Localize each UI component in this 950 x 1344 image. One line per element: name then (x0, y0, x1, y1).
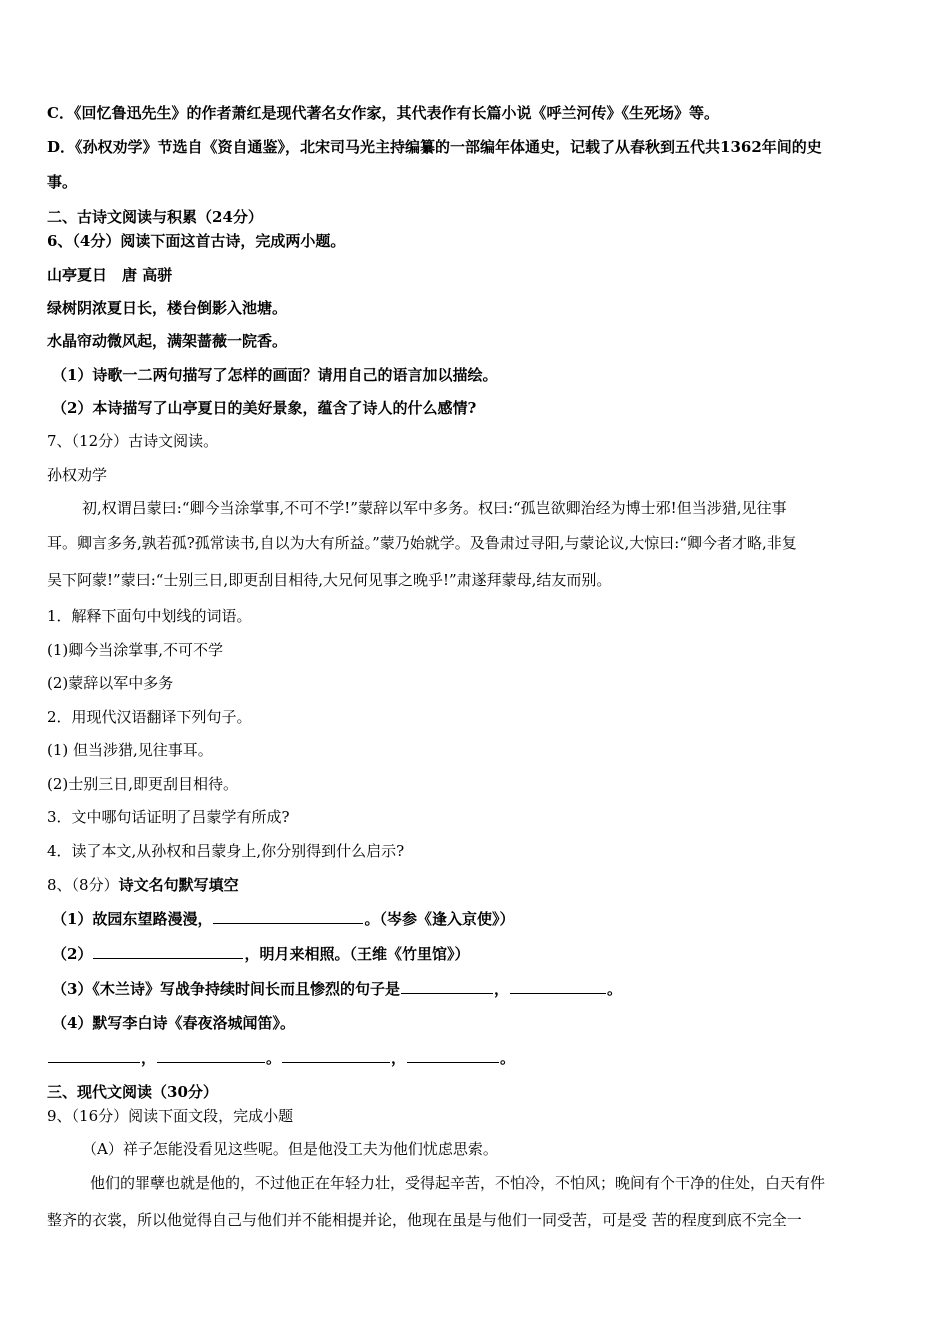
q7-question1b: (2)蒙辞以军中多务 (47, 674, 174, 692)
q8-sub1-prefix: （1）故园东望路漫漫， (52, 910, 213, 928)
q7-question1: 1．解释下面句中划线的词语。 (47, 607, 252, 625)
section2-title: 二、古诗文阅读与积累（24分） (47, 208, 263, 226)
answer-blank-4c[interactable] (282, 1046, 390, 1063)
q6-sub2: （2）本诗描写了山亭夏日的美好景象，蕴含了诗人的什么感情? (52, 399, 477, 417)
option-c: C．《回忆鲁迅先生》的作者萧红是现代著名女作家，其代表作有长篇小说《呼兰河传》《生死场》等。 (47, 104, 719, 122)
q8-sub4-sep2: 。 (266, 1049, 282, 1067)
answer-blank-4b[interactable] (157, 1046, 265, 1063)
answer-blank-4d[interactable] (407, 1046, 499, 1063)
q8-sub4-sep3: ， (391, 1049, 407, 1067)
q7-question2: 2．用现代汉语翻译下列句子。 (47, 708, 252, 726)
q7-question3: 3．文中哪句话证明了吕蒙学有所成? (47, 808, 290, 826)
q8-sub2-prefix: （2） (52, 945, 93, 963)
q7-paragraph-line1: 初,权谓吕蒙曰:“卿今当涂掌事,不可不学!”蒙辞以军中多务。权曰:“孤岂欲卿治经为博士邪!但当涉猎,见往事 (82, 499, 787, 517)
q7-question2a: (1) 但当涉猎,见往事耳。 (47, 741, 213, 759)
q8-sub4: （4）默写李白诗《春夜洛城闻笛》。 (52, 1014, 295, 1032)
q8-sub3-suffix: 。 (606, 980, 622, 998)
q7-question1a: (1)卿今当涂掌事,不可不学 (47, 641, 224, 659)
q9-paragraph-line2: 整齐的衣裳，所以他觉得自己与他们并不能相提并论，他现在虽是与他们一同受苦，可是受 苦的程度到底不完全一 (47, 1211, 802, 1229)
q9-passage-a: （A）祥子怎能没看见这些呢。但是他没工夫为他们忧虑思索。 (82, 1140, 498, 1158)
q9-title: 9、（16分）阅读下面文段，完成小题 (47, 1107, 294, 1125)
option-d-line1: D．《孙权劝学》节选自《资自通鉴》，北宋司马光主持编纂的一部编年体通史，记载了从春秋到五代共1362年间的史 (47, 138, 822, 156)
section3-title: 三、现代文阅读（30分） (47, 1083, 218, 1101)
answer-blank-3a[interactable] (401, 977, 493, 994)
q8-title-line (47, 874, 910, 896)
q8-sub4-sep1: ， (141, 1049, 157, 1067)
q8-title: 诗文名句默写填空 (118, 876, 239, 894)
q6-sub1: （1）诗歌一二两句描写了怎样的画面？请用自己的语言加以描绘。 (52, 366, 498, 384)
q8-sub3-comma: ， (493, 980, 509, 998)
answer-blank-3b[interactable] (510, 977, 606, 994)
answer-blank-1[interactable] (213, 907, 363, 924)
answer-blank-4a[interactable] (48, 1046, 140, 1063)
poem-line1: 绿树阴浓夏日长，楼台倒影入池塘。 (47, 299, 288, 317)
q8-sub2 (52, 942, 910, 965)
q8-sub2-suffix: ，明月来相照。（王维《竹里馆》） (244, 945, 470, 963)
q7-question2b: (2)士别三日,即更刮目相待。 (47, 775, 239, 793)
q8-sub1-suffix: 。（岑参《逢入京使》） (364, 910, 515, 928)
q8-prefix: 8、（8分） (47, 876, 119, 894)
answer-blank-2[interactable] (93, 942, 243, 959)
q8-sub1 (52, 907, 910, 930)
q8-sub3 (52, 977, 910, 1000)
q9-paragraph-line1: 他们的罪孽也就是他的，不过他正在年轻力壮，受得起辛苦，不怕冷，不怕风；晚间有个干净的住处，白天有件 (90, 1174, 826, 1192)
q7-question4: 4．读了本文,从孙权和吕蒙身上,你分别得到什么启示? (47, 842, 405, 860)
poem-line2: 水晶帘动微风起，满架蔷薇一院香。 (47, 332, 288, 350)
q7-paragraph-line3: 吴下阿蒙!”蒙曰:“士别三日,即更刮目相待,大兄何见事之晚乎!”肃遂拜蒙母,结友而别。 (47, 571, 612, 589)
poem-title: 山亭夏日 唐 高骈 (47, 266, 173, 284)
q7-title: 7、（12分）古诗文阅读。 (47, 432, 219, 450)
q6-title: 6、（4分）阅读下面这首古诗，完成两小题。 (47, 232, 346, 250)
q8-sub3-prefix: （3）《木兰诗》写战争持续时间长而且惨烈的句子是 (52, 980, 400, 998)
q7-text-title: 孙权劝学 (47, 466, 108, 484)
q7-paragraph-line2: 耳。卿言多务,孰若孤?孤常读书,自以为大有所益。”蒙乃始就学。及鲁肃过寻阳,与蒙论议,大惊曰:“卿今者才略,非复 (47, 534, 797, 552)
q8-sub4-sep4: 。 (500, 1049, 516, 1067)
q8-sub4-blanks (47, 1046, 910, 1069)
option-d-line2: 事。 (47, 173, 78, 191)
